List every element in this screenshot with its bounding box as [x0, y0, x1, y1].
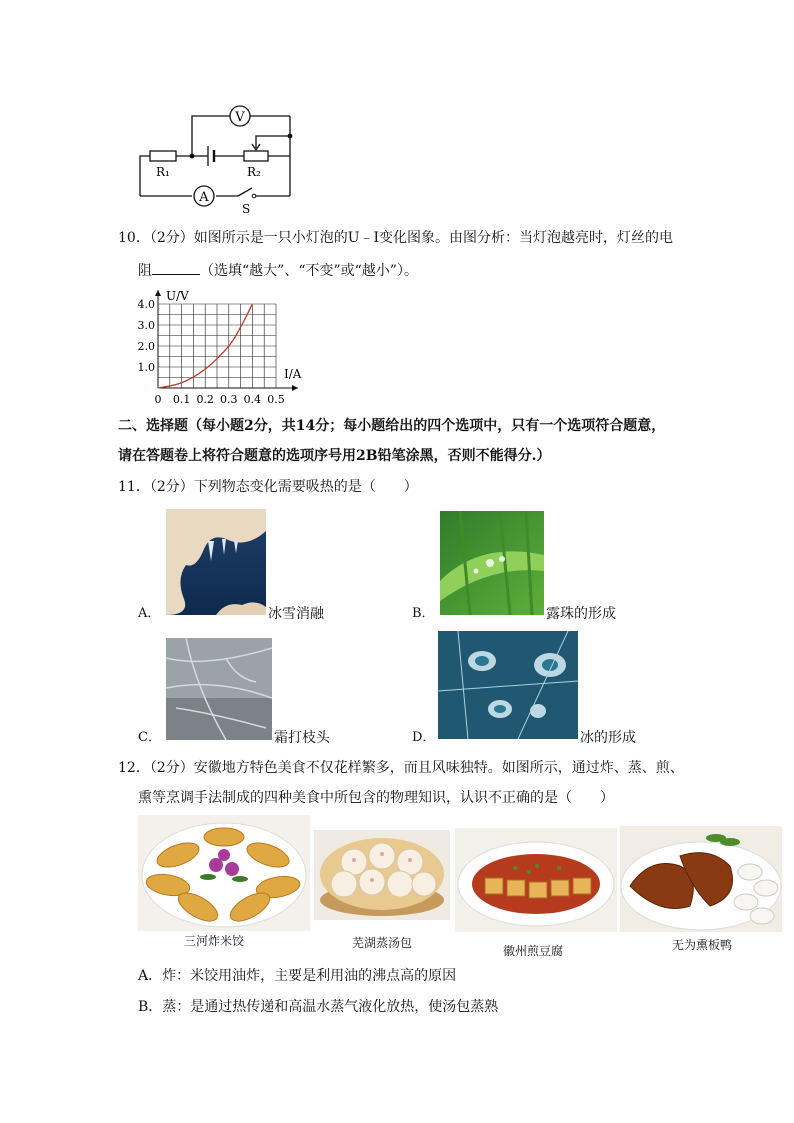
x-tick-label: 0.1 [172, 393, 191, 406]
ice-melting-image [166, 509, 266, 615]
section2-title-line2: 请在答题卷上将符合题意的选项序号用2B铅笔涂黑，否则不能得分.） [118, 448, 551, 464]
r2-label: R₂ [247, 165, 261, 179]
q10-line2 [138, 260, 418, 281]
option-letter: D． [412, 730, 436, 745]
x-tick-label: 0 [154, 393, 162, 406]
r1-label: R₁ [156, 165, 170, 179]
fried-tofu-image [455, 828, 617, 932]
u-i-chart [130, 282, 310, 407]
q10-line1: 10．（2分）如图所示是一只小灯泡的U﹣I变化图象。由图分析：当灯泡越亮时，灯丝的电 [118, 230, 674, 246]
ice-crystals-image [438, 631, 578, 739]
switch-label: S [242, 202, 251, 216]
food-caption-2: 芜湖蒸汤包 [352, 936, 413, 950]
q12-option-b[interactable]: B．蒸：是通过热传递和高温水蒸气液化放热，使汤包蒸熟 [138, 999, 499, 1015]
x-axis-arrow [292, 385, 298, 391]
x-tick-label: 0.2 [196, 393, 214, 406]
frost-branches-image [166, 638, 272, 740]
y-tick-label: 2.0 [137, 340, 155, 353]
q12-line1: 12．（2分）安徽地方特色美食不仅花样繁多，而且风味独特。如图所示，通过炸、蒸、煎、 [118, 760, 684, 776]
x-axis-label: I/A [284, 367, 302, 381]
option-text: 冰雪消融 [268, 606, 324, 622]
food-caption-3: 徽州煎豆腐 [503, 944, 564, 958]
fried-dumplings-image [138, 815, 310, 931]
soup-dumplings-image [314, 830, 450, 920]
q10-line2-prefix: 阻 [138, 263, 152, 279]
option-text: 霜打枝头 [274, 730, 330, 746]
y-axis-arrow [155, 290, 161, 296]
smoked-duck-image [620, 826, 782, 932]
option-letter: A． [138, 606, 161, 621]
food-caption-4: 无为熏板鸭 [672, 938, 733, 952]
voltmeter-label: V [235, 110, 245, 125]
ammeter-label: A [199, 190, 209, 205]
option-text: 冰的形成 [580, 730, 636, 746]
y-tick-label: 4.0 [137, 298, 155, 311]
food-caption-1: 三河炸米饺 [184, 934, 245, 948]
option-letter: C． [138, 730, 161, 745]
dew-drops-image [440, 511, 544, 615]
x-tick-label: 0.3 [220, 393, 238, 406]
option-letter: B． [412, 606, 435, 621]
circuit-diagram [130, 96, 310, 216]
q10-line2-suffix: （选填“越大”、“不变”或“越小”）。 [200, 263, 418, 279]
q12-option-a[interactable]: A．炸：米饺用油炸，主要是利用油的沸点高的原因 [138, 968, 457, 984]
section2-title-line1: 二、选择题（每小题2分，共14分；每小题给出的四个选项中，只有一个选项符合题意， [118, 418, 666, 434]
x-tick-label: 0.4 [243, 393, 262, 406]
answer-blank[interactable] [152, 260, 200, 275]
q12-line2: 熏等烹调手法制成的四种美食中所包含的物理知识，认识不正确的是（ ） [138, 790, 614, 806]
y-tick-label: 3.0 [137, 319, 155, 332]
y-tick-label: 1.0 [137, 361, 155, 374]
y-axis-label: U/V [166, 289, 189, 303]
option-text: 露珠的形成 [546, 606, 616, 622]
q11-stem: 11．（2分）下列物态变化需要吸热的是（ ） [118, 479, 418, 495]
x-tick-label: 0.5 [267, 393, 285, 406]
